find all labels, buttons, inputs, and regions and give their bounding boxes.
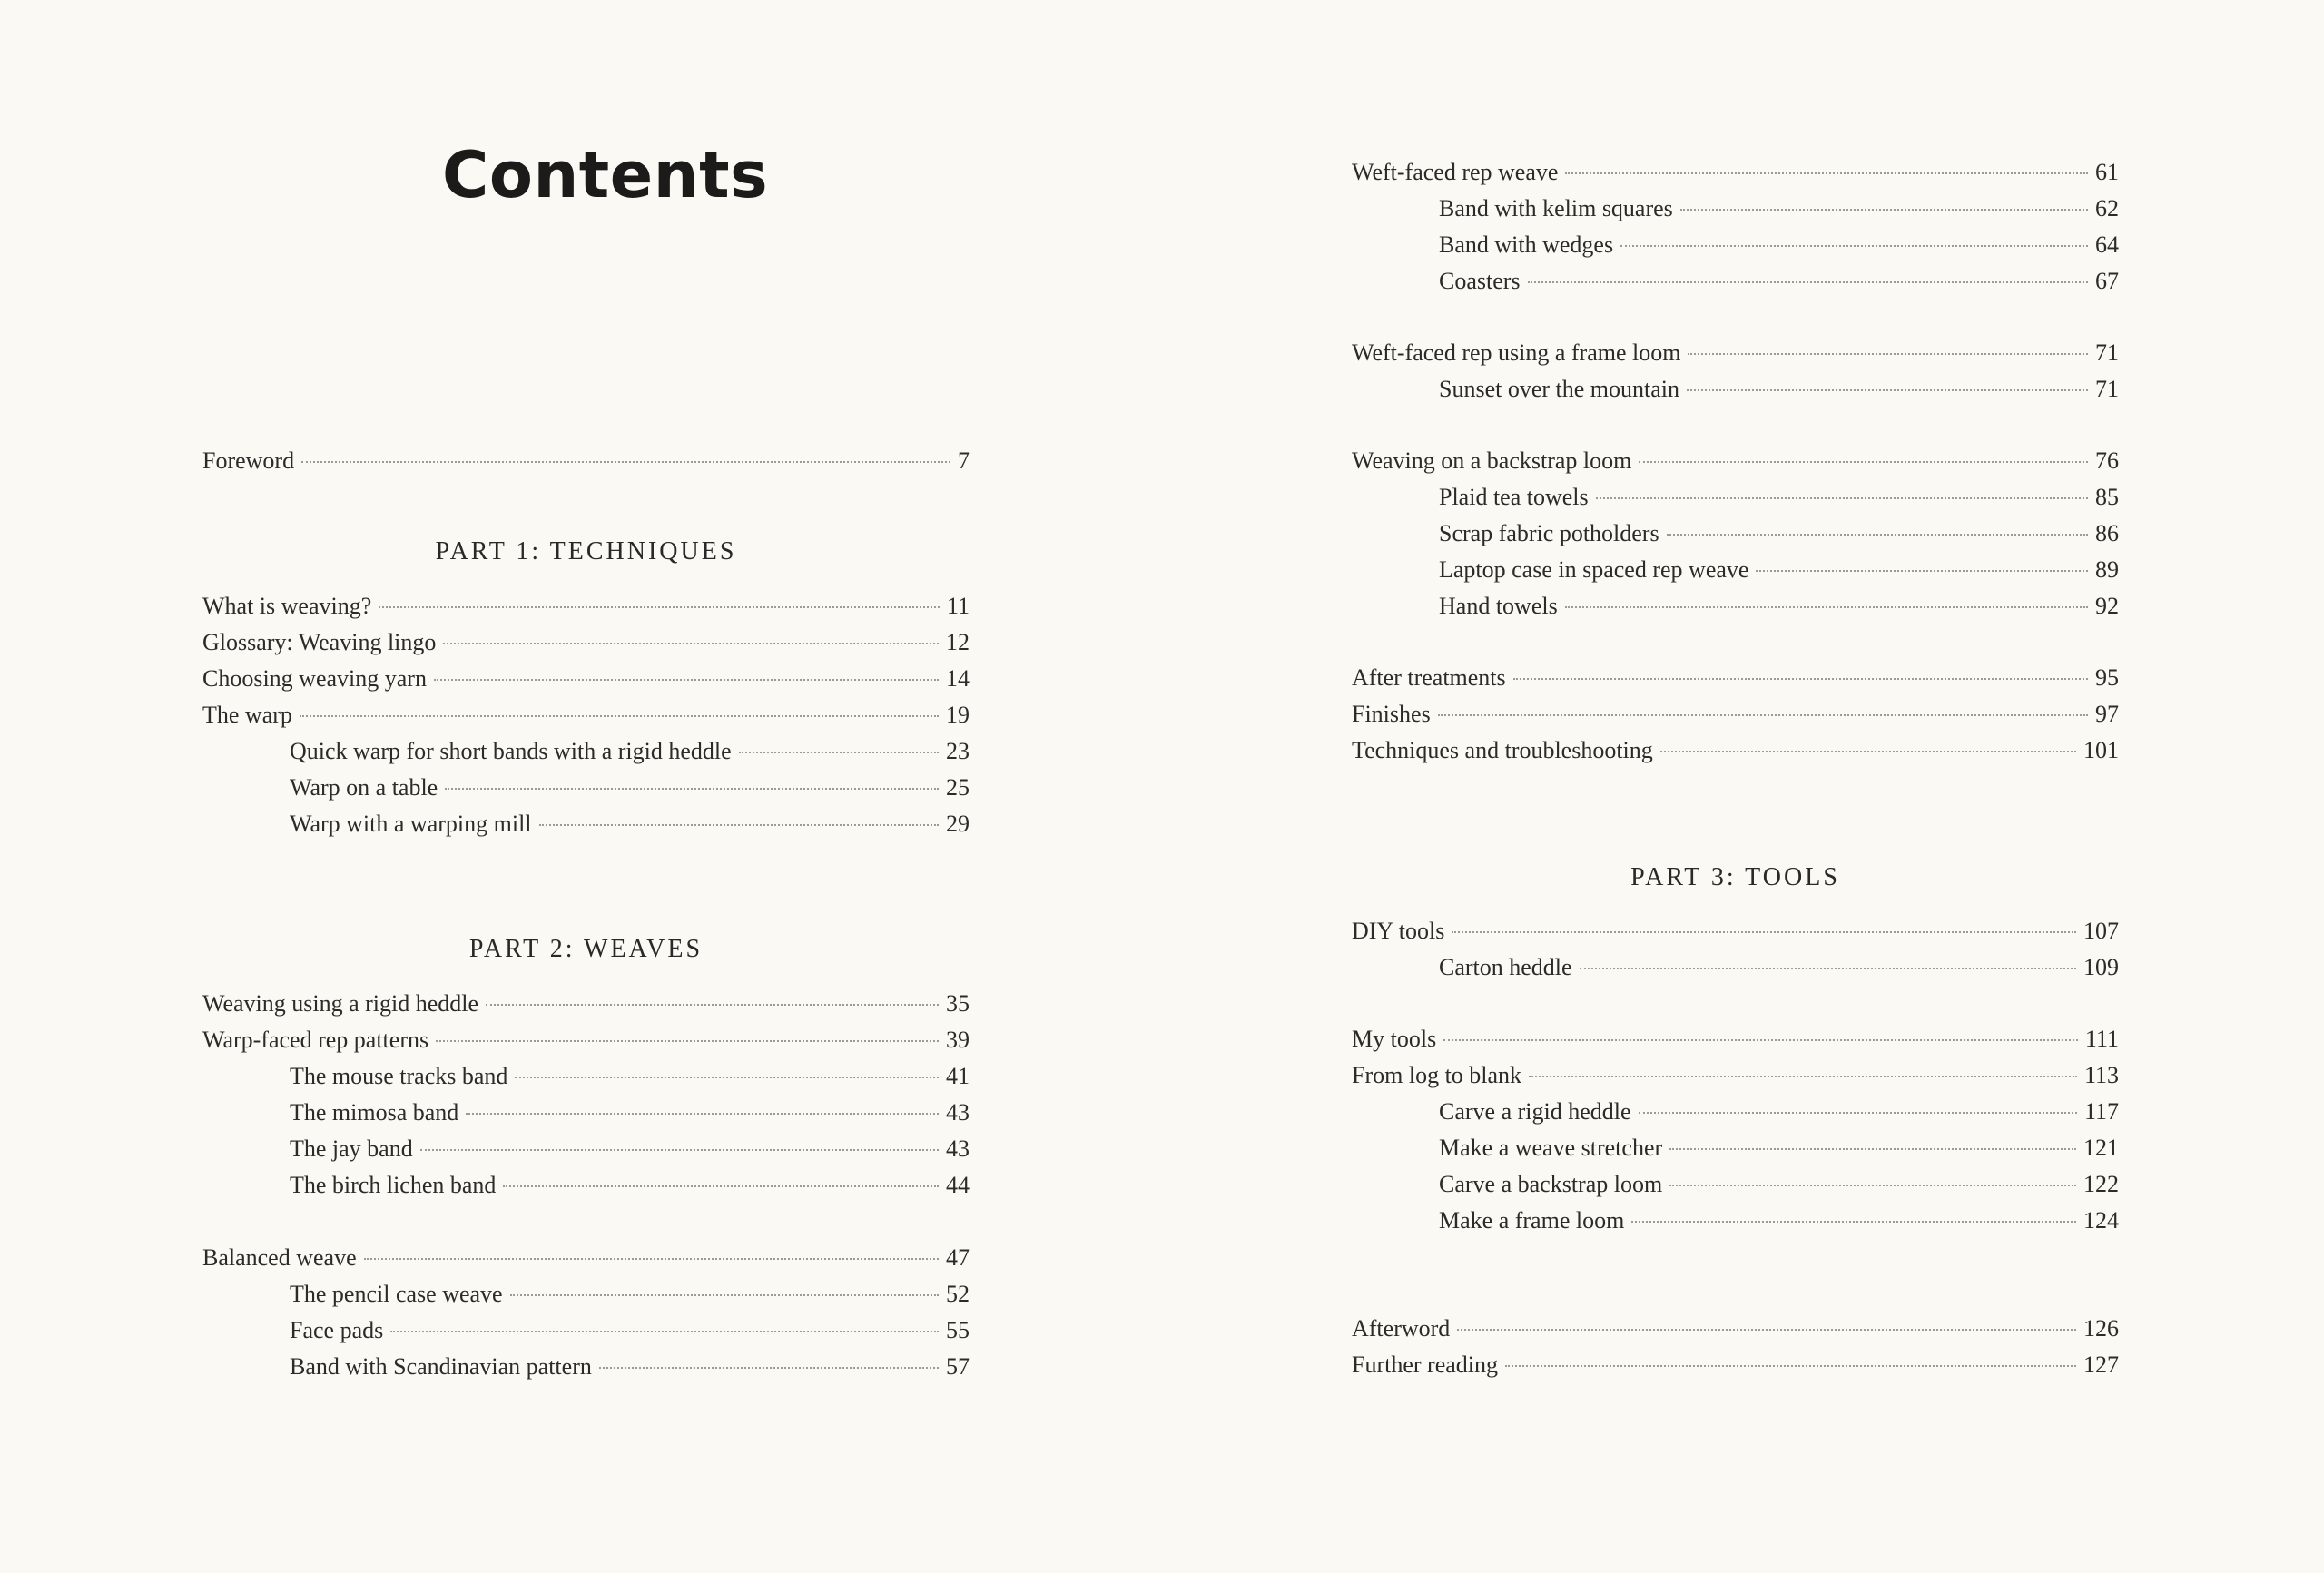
dot-leader xyxy=(1669,1185,2076,1186)
dot-leader xyxy=(364,1258,939,1260)
toc-page-number: 41 xyxy=(946,1063,970,1089)
toc-entry-label: Face pads xyxy=(290,1317,384,1343)
toc-subentry[interactable] xyxy=(1352,191,2119,227)
dot-leader xyxy=(301,461,950,463)
toc-entry[interactable] xyxy=(1352,660,2119,696)
toc-subentry[interactable] xyxy=(202,770,970,806)
toc-subentry[interactable] xyxy=(202,1131,970,1167)
toc-page-number: 127 xyxy=(2083,1352,2119,1378)
toc-page-number: 124 xyxy=(2083,1207,2119,1234)
dot-leader xyxy=(539,824,939,826)
toc-entry-label: The birch lichen band xyxy=(290,1172,497,1198)
dot-leader xyxy=(510,1294,939,1296)
toc-entry-label: Afterword xyxy=(1352,1315,1451,1342)
dot-leader xyxy=(1631,1221,2076,1223)
toc-entry-label: Coasters xyxy=(1439,268,1521,294)
toc-page-number: 43 xyxy=(946,1099,970,1126)
toc-entry[interactable] xyxy=(1352,696,2119,732)
dot-leader xyxy=(466,1113,939,1115)
toc-entry-label: After treatments xyxy=(1352,664,1506,691)
toc-page-number: 126 xyxy=(2083,1315,2119,1342)
toc-entry[interactable] xyxy=(1352,1021,2119,1057)
dot-leader xyxy=(1667,534,2088,536)
toc-page-number: 44 xyxy=(946,1172,970,1198)
toc-page-number: 35 xyxy=(946,990,970,1017)
toc-entry[interactable] xyxy=(202,697,970,733)
toc-entry-label: Glossary: Weaving lingo xyxy=(202,629,437,655)
toc-page-number: 121 xyxy=(2083,1135,2119,1161)
toc-entry-label: Carve a backstrap loom xyxy=(1439,1171,1663,1197)
dot-leader xyxy=(1528,281,2088,283)
toc-entry[interactable] xyxy=(1352,154,2119,191)
toc-page-number: 62 xyxy=(2095,195,2119,221)
dot-leader xyxy=(443,643,939,644)
toc-page-number: 29 xyxy=(946,811,970,837)
dot-leader xyxy=(1680,209,2088,211)
toc-subentry[interactable] xyxy=(202,1058,970,1095)
toc-subentry[interactable] xyxy=(202,733,970,770)
dot-leader xyxy=(1438,714,2088,716)
toc-entry[interactable] xyxy=(1352,1311,2119,1347)
toc-entry-label: Warp with a warping mill xyxy=(290,811,532,837)
toc-page-number: 111 xyxy=(2084,1026,2119,1052)
toc-subentry[interactable] xyxy=(1352,1094,2119,1130)
toc-entry[interactable] xyxy=(1352,443,2119,479)
toc-entry-label: Laptop case in spaced rep weave xyxy=(1439,556,1749,583)
toc-entry-label: Further reading xyxy=(1352,1352,1499,1378)
toc-page-number: 86 xyxy=(2095,520,2119,546)
toc-entry-label: DIY tools xyxy=(1352,918,1445,944)
toc-subentry[interactable] xyxy=(1352,1203,2119,1239)
toc-entry-label: Weft-faced rep using a frame loom xyxy=(1352,339,1681,366)
toc-page-number: 113 xyxy=(2083,1062,2119,1088)
toc-entry[interactable] xyxy=(202,588,970,624)
toc-entry-label: The mouse tracks band xyxy=(290,1063,508,1089)
dot-leader xyxy=(420,1149,939,1151)
toc-subentry[interactable] xyxy=(1352,588,2119,624)
toc-entry[interactable] xyxy=(202,986,970,1022)
toc-entry-label: What is weaving? xyxy=(202,593,372,619)
toc-page-number: 52 xyxy=(946,1281,970,1307)
toc-page-number: 25 xyxy=(946,774,970,801)
toc-entry[interactable] xyxy=(1352,1057,2119,1094)
part-heading: PART 2: WEAVES xyxy=(468,935,704,963)
toc-page-number: 64 xyxy=(2095,231,2119,258)
toc-entry-label: The mimosa band xyxy=(290,1099,459,1126)
toc-page-number: 39 xyxy=(946,1027,970,1053)
toc-entry[interactable] xyxy=(202,1240,970,1276)
toc-entry-label: Plaid tea towels xyxy=(1439,484,1589,510)
toc-page-number: 97 xyxy=(2095,701,2119,727)
dot-leader xyxy=(445,788,939,790)
toc-page-number: 122 xyxy=(2083,1171,2119,1197)
toc-subentry[interactable] xyxy=(202,806,970,842)
dot-leader xyxy=(1580,968,2076,969)
toc-entry-label: Carve a rigid heddle xyxy=(1439,1098,1631,1125)
dot-leader xyxy=(739,752,939,753)
toc-entry-label: The jay band xyxy=(290,1136,413,1162)
toc-entry-label: Weaving using a rigid heddle xyxy=(202,990,479,1017)
toc-page-number: 117 xyxy=(2083,1098,2119,1125)
toc-page-number: 89 xyxy=(2095,556,2119,583)
toc-page-number: 95 xyxy=(2095,664,2119,691)
dot-leader xyxy=(1620,245,2088,247)
page-title: Contents xyxy=(442,138,769,212)
toc-entry-label: Weaving on a backstrap loom xyxy=(1352,447,1632,474)
dot-leader xyxy=(1452,931,2076,933)
dot-leader xyxy=(1687,389,2088,391)
toc-page-number: 67 xyxy=(2095,268,2119,294)
toc-page-number: 23 xyxy=(946,738,970,764)
dot-leader xyxy=(1457,1329,2076,1331)
part-heading: PART 1: TECHNIQUES xyxy=(435,537,737,565)
dot-leader xyxy=(1639,461,2088,463)
toc-page-number: 19 xyxy=(946,702,970,728)
toc-entry-label: Warp on a table xyxy=(290,774,438,801)
toc-page-number: 92 xyxy=(2095,593,2119,619)
toc-page-number: 14 xyxy=(946,665,970,692)
dot-leader xyxy=(599,1367,939,1369)
toc-subentry[interactable] xyxy=(202,1312,970,1349)
part-heading: PART 3: TOOLS xyxy=(1630,863,1840,891)
toc-subentry[interactable] xyxy=(202,1276,970,1312)
toc-entry-label: Finishes xyxy=(1352,701,1431,727)
toc-page-number: 101 xyxy=(2083,737,2119,763)
toc-subentry[interactable] xyxy=(1352,1166,2119,1203)
toc-page-number: 109 xyxy=(2083,954,2119,980)
toc-page-number: 55 xyxy=(946,1317,970,1343)
toc-entry-label: My tools xyxy=(1352,1026,1437,1052)
dot-leader xyxy=(1513,678,2088,680)
toc-subentry[interactable] xyxy=(1352,227,2119,263)
dot-leader xyxy=(1756,570,2088,572)
toc-entry-label: Balanced weave xyxy=(202,1244,357,1271)
toc-entry[interactable] xyxy=(1352,335,2119,371)
dot-leader xyxy=(486,1004,939,1006)
toc-entry-label: Sunset over the mountain xyxy=(1439,376,1680,402)
dot-leader xyxy=(1565,606,2088,608)
toc-subentry[interactable] xyxy=(1352,479,2119,516)
toc-entry-label: The pencil case weave xyxy=(290,1281,503,1307)
dot-leader xyxy=(1596,497,2088,499)
toc-entry-label: Make a frame loom xyxy=(1439,1207,1625,1234)
dot-leader xyxy=(434,679,939,681)
toc-subentry[interactable] xyxy=(1352,516,2119,552)
toc-entry-label: Band with kelim squares xyxy=(1439,195,1673,221)
toc-entry-label: Hand towels xyxy=(1439,593,1558,619)
toc-subentry[interactable] xyxy=(202,1349,970,1385)
toc-entry-foreword[interactable] xyxy=(202,443,970,479)
toc-page-number: 71 xyxy=(2095,339,2119,366)
toc-entry-label: Foreword xyxy=(202,447,295,474)
toc-page-number: 12 xyxy=(946,629,970,655)
toc-subentry[interactable] xyxy=(1352,949,2119,986)
toc-entry-label: Scrap fabric potholders xyxy=(1439,520,1659,546)
toc-page-number: 85 xyxy=(2095,484,2119,510)
dot-leader xyxy=(1565,172,2088,174)
toc-entry[interactable] xyxy=(1352,913,2119,949)
dot-leader xyxy=(503,1185,939,1187)
toc-entry-label: Warp-faced rep patterns xyxy=(202,1027,429,1053)
dot-leader xyxy=(1688,353,2088,355)
dot-leader xyxy=(1639,1112,2077,1114)
toc-entry-label: Band with Scandinavian pattern xyxy=(290,1353,592,1380)
toc-page-number: 76 xyxy=(2095,447,2119,474)
toc-entry[interactable] xyxy=(1352,732,2119,769)
toc-entry-label: Band with wedges xyxy=(1439,231,1614,258)
toc-entry-label: Techniques and troubleshooting xyxy=(1352,737,1653,763)
toc-page-number: 71 xyxy=(2095,376,2119,402)
toc-entry[interactable] xyxy=(202,624,970,661)
toc-page-number: 57 xyxy=(946,1353,970,1380)
dot-leader xyxy=(1660,751,2076,752)
toc-entry-label: Carton heddle xyxy=(1439,954,1572,980)
toc-subentry[interactable] xyxy=(1352,371,2119,408)
dot-leader xyxy=(1505,1365,2076,1367)
dot-leader xyxy=(390,1331,939,1332)
dot-leader xyxy=(300,715,939,717)
toc-page-number: 11 xyxy=(946,593,970,619)
toc-page-number: 7 xyxy=(958,447,970,474)
toc-entry-label: Choosing weaving yarn xyxy=(202,665,427,692)
toc-entry[interactable] xyxy=(202,661,970,697)
toc-subentry[interactable] xyxy=(1352,552,2119,588)
toc-entry-label: From log to blank xyxy=(1352,1062,1522,1088)
dot-leader xyxy=(1669,1148,2076,1150)
toc-subentry[interactable] xyxy=(202,1095,970,1131)
toc-entry-label: Make a weave stretcher xyxy=(1439,1135,1663,1161)
toc-subentry[interactable] xyxy=(1352,263,2119,300)
toc-entry-label: Quick warp for short bands with a rigid heddle xyxy=(290,738,732,764)
toc-subentry[interactable] xyxy=(1352,1130,2119,1166)
toc-page-number: 47 xyxy=(946,1244,970,1271)
toc-page-number: 43 xyxy=(946,1136,970,1162)
dot-leader xyxy=(379,606,940,608)
toc-subentry[interactable] xyxy=(202,1167,970,1204)
toc-page-number: 107 xyxy=(2083,918,2119,944)
dot-leader xyxy=(436,1040,939,1042)
dot-leader xyxy=(1443,1039,2078,1041)
dot-leader xyxy=(515,1077,939,1078)
toc-entry[interactable] xyxy=(202,1022,970,1058)
toc-entry[interactable] xyxy=(1352,1347,2119,1383)
toc-entry-label: The warp xyxy=(202,702,292,728)
dot-leader xyxy=(1529,1076,2077,1077)
toc-page-number: 61 xyxy=(2095,159,2119,185)
toc-entry-label: Weft-faced rep weave xyxy=(1352,159,1559,185)
